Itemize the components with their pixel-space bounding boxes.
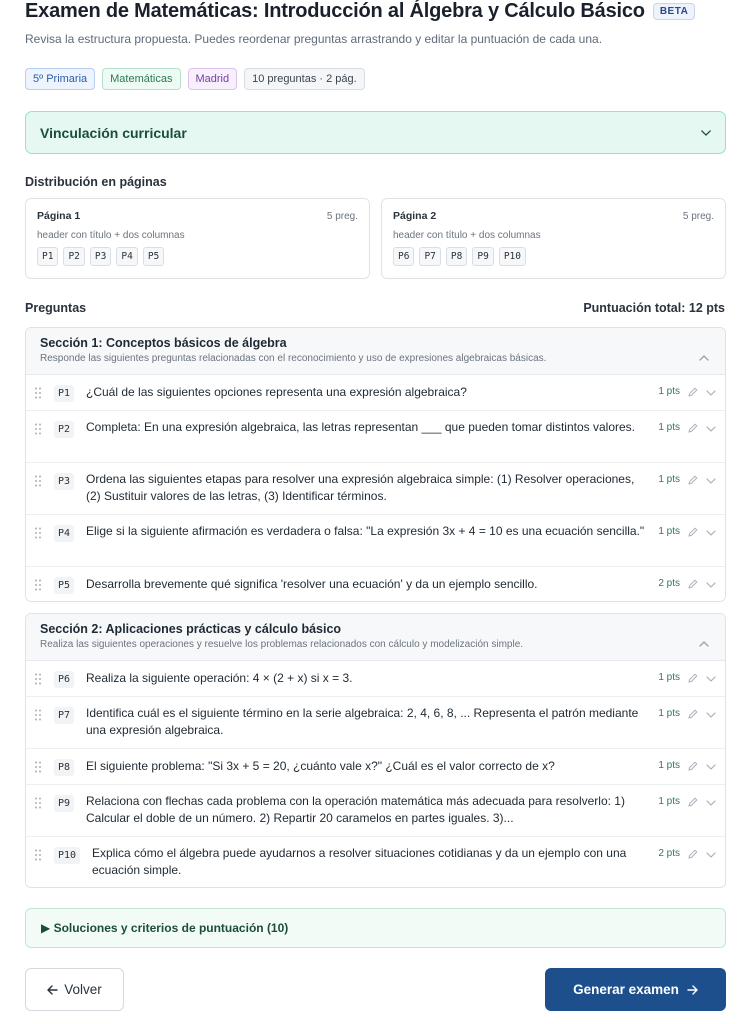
page-question-chips (37, 247, 358, 266)
question-row[interactable] (26, 837, 725, 888)
pencil-icon[interactable] (688, 849, 698, 859)
question-points[interactable]: 1 pts (658, 796, 680, 807)
question-text: Elige si la siguiente afirmación es verdadera o falsa: "La expresión 3x + 4 = 10 es una ecuación sencilla." (86, 524, 645, 538)
section-2 (25, 613, 726, 888)
drag-handle-icon[interactable] (35, 761, 41, 773)
chevron-up-icon[interactable] (699, 634, 709, 652)
drag-handle-icon[interactable] (35, 849, 41, 861)
chevron-down-icon[interactable] (706, 476, 716, 486)
question-row[interactable] (26, 515, 725, 567)
drag-handle-icon[interactable] (35, 797, 41, 809)
question-points[interactable]: 1 pts (658, 760, 680, 771)
question-number: P6 (54, 671, 74, 688)
question-points[interactable]: 1 pts (658, 708, 680, 719)
drag-handle-icon[interactable] (35, 673, 41, 685)
question-chip[interactable]: P7 (419, 247, 440, 266)
pencil-icon[interactable] (688, 797, 698, 807)
question-points[interactable]: 1 pts (658, 422, 680, 433)
beta-badge: BETA (653, 3, 695, 20)
section-title: Sección 2: Aplicaciones prácticas y cálculo básico (40, 622, 342, 636)
drag-handle-icon[interactable] (35, 709, 41, 721)
page-card-2 (381, 198, 726, 279)
question-number: P8 (54, 759, 74, 776)
chevron-up-icon[interactable] (699, 348, 709, 366)
pencil-icon[interactable] (688, 673, 698, 683)
question-row[interactable] (26, 785, 725, 837)
question-text: Explica cómo el álgebra puede ayudarnos a resolver situaciones cotidianas y da un ejemplo con una ecuación simple. (92, 846, 627, 877)
chevron-down-icon[interactable] (706, 762, 716, 772)
page-title: Examen de Matemáticas: Introducción al Álgebra y Cálculo Básico (25, 0, 645, 22)
chevron-down-icon[interactable] (706, 798, 716, 808)
question-text: Completa: En una expresión algebraica, las letras representan ___ que pueden tomar distintos valores. (86, 420, 635, 434)
pencil-icon[interactable] (688, 579, 698, 589)
pencil-icon[interactable] (688, 761, 698, 771)
page-subtitle: Revisa la estructura propuesta. Puedes reordenar preguntas arrastrando y editar la puntuación de cada una. (25, 32, 603, 46)
page-name: Página 1 (37, 210, 81, 222)
question-chip[interactable]: P4 (116, 247, 137, 266)
pencil-icon[interactable] (688, 423, 698, 433)
question-row[interactable] (26, 749, 725, 785)
question-row[interactable] (26, 697, 725, 749)
question-number: P1 (54, 385, 74, 402)
curricular-label: Vinculación curricular (40, 124, 187, 141)
back-button[interactable] (25, 968, 124, 1011)
tag-grade: 5º Primaria (25, 68, 95, 90)
question-text: Realiza la siguiente operación: 4 × (2 + x) si x = 3. (86, 671, 353, 685)
back-label: Volver (64, 982, 102, 997)
pencil-icon[interactable] (688, 387, 698, 397)
question-row[interactable] (26, 375, 725, 411)
question-text: Desarrolla brevemente qué significa 'resolver una ecuación' y da un ejemplo sencillo. (86, 577, 538, 591)
question-number: P2 (54, 421, 74, 438)
question-chip[interactable]: P5 (143, 247, 164, 266)
question-chip[interactable]: P10 (499, 247, 526, 266)
pencil-icon[interactable] (688, 709, 698, 719)
pencil-icon[interactable] (688, 475, 698, 485)
drag-handle-icon[interactable] (35, 579, 41, 591)
section-description: Responde las siguientes preguntas relacionadas con el reconocimiento y uso de expresiones algebraicas básicas. (40, 353, 547, 364)
question-row[interactable] (26, 463, 725, 515)
question-text: El siguiente problema: "Si 3x + 5 = 20, ¿cuánto vale x?" ¿Cuál es el valor correcto de x? (86, 759, 555, 773)
generate-button[interactable] (545, 968, 726, 1011)
chevron-down-icon[interactable] (706, 850, 716, 860)
question-text: ¿Cuál de las siguientes opciones representa una expresión algebraica? (86, 385, 467, 399)
questions-heading: Preguntas (25, 301, 87, 315)
drag-handle-icon[interactable] (35, 423, 41, 435)
pencil-icon[interactable] (688, 527, 698, 537)
question-number: P9 (54, 795, 74, 812)
page-layout: header con título + dos columnas (37, 230, 185, 241)
generate-label: Generar examen (573, 982, 679, 997)
question-points[interactable]: 1 pts (658, 672, 680, 683)
question-number: P7 (54, 707, 74, 724)
chevron-down-icon[interactable] (706, 528, 716, 538)
chevron-down-icon (701, 128, 711, 138)
section-title: Sección 1: Conceptos básicos de álgebra (40, 336, 287, 350)
tag-summary: 10 preguntas · 2 pág. (244, 68, 365, 90)
question-number: P3 (54, 473, 74, 490)
tag-region: Madrid (188, 68, 238, 90)
drag-handle-icon[interactable] (35, 475, 41, 487)
arrow-left-icon (47, 985, 58, 995)
chevron-down-icon[interactable] (706, 674, 716, 684)
page-layout: header con título + dos columnas (393, 230, 541, 241)
question-text: Ordena las siguientes etapas para resolver una expresión algebraica simple: (1) Resolver operaciones, (2) Sustituir valores de las letras, (3) Identificar términos. (86, 472, 635, 503)
question-number: P5 (54, 577, 74, 594)
question-chip[interactable]: P9 (472, 247, 493, 266)
solutions-label: ▶ Soluciones y criterios de puntuación (10) (41, 921, 289, 935)
question-points[interactable]: 2 pts (658, 848, 680, 859)
drag-handle-icon[interactable] (35, 387, 41, 399)
chevron-down-icon[interactable] (706, 388, 716, 398)
question-points[interactable]: 1 pts (658, 474, 680, 485)
question-text: Relaciona con flechas cada problema con la operación matemática más adecuada para resolverlo: 1) Calcular el doble de un número. 2) Repartir 20 caramelos en partes iguales. 3)... (86, 794, 625, 825)
section-description: Realiza las siguientes operaciones y resuelve los problemas relacionados con cálculo y modelización simple. (40, 639, 524, 650)
question-chip[interactable]: P8 (446, 247, 467, 266)
page-question-chips (393, 247, 714, 266)
tag-subject: Matemáticas (102, 68, 180, 90)
question-points[interactable]: 1 pts (658, 386, 680, 397)
question-row[interactable] (26, 411, 725, 463)
header (25, 0, 695, 23)
question-chip[interactable]: P6 (393, 247, 414, 266)
page-name: Página 2 (393, 210, 437, 222)
curricular-accordion[interactable] (25, 111, 726, 154)
solutions-accordion[interactable] (25, 908, 726, 948)
arrow-right-icon (687, 985, 698, 995)
section-header[interactable] (26, 328, 725, 375)
chevron-down-icon[interactable] (706, 424, 716, 434)
page-count: 5 preg. (326, 210, 358, 222)
question-chip[interactable]: P2 (63, 247, 84, 266)
question-chip[interactable]: P3 (90, 247, 111, 266)
question-row[interactable] (26, 567, 725, 602)
question-chip[interactable]: P1 (37, 247, 58, 266)
question-number: P4 (54, 525, 74, 542)
chevron-down-icon[interactable] (706, 710, 716, 720)
question-row[interactable] (26, 661, 725, 697)
section-header[interactable] (26, 614, 725, 661)
distribution-heading: Distribución en páginas (25, 175, 167, 189)
section-1 (25, 327, 726, 602)
page-count: 5 preg. (682, 210, 714, 222)
chevron-down-icon[interactable] (706, 580, 716, 590)
question-text: Identifica cuál es el siguiente término en la serie algebraica: 2, 4, 6, 8, ... Representa el patrón mediante una expresión algebraica. (86, 706, 639, 737)
page-card-1 (25, 198, 370, 279)
question-number: P10 (54, 847, 80, 864)
question-points[interactable]: 1 pts (658, 526, 680, 537)
drag-handle-icon[interactable] (35, 527, 41, 539)
total-score: Puntuación total: 12 pts (583, 301, 725, 315)
question-points[interactable]: 2 pts (658, 578, 680, 589)
tag-list (25, 68, 365, 90)
